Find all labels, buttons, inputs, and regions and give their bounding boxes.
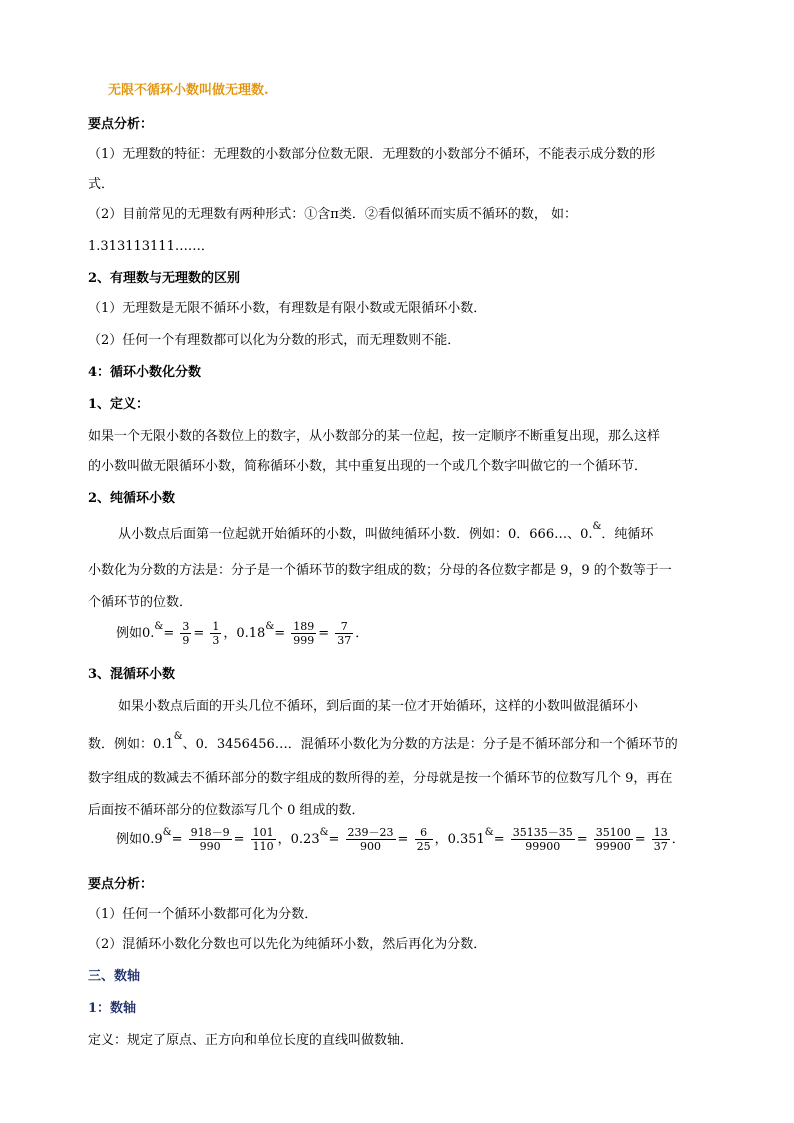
mixed-text-b-rest: 、0．3456456…．混循环小数化为分数的方法是：分子是不循环部分和一个循环节的 (182, 737, 678, 752)
pure-text-a-end: ．纯循环 (601, 527, 654, 542)
section2-item1: （1）无理数是无限不循环小数，有理数是有限小数或无限循环小数． (88, 301, 487, 316)
number-line-definition: 定义：规定了原点、正方向和单位长度的直线叫做数轴． (88, 1033, 414, 1048)
mixed-text-b-start: 数．例如：0.1 (88, 737, 174, 752)
pure-text-a-main: 从小数点后面第一位起就开始循环的小数，叫做纯循环小数．例如：0．666…、0. (118, 527, 593, 542)
mixed-repeating-text-c: 数字组成的数减去不循环部分的数字组成的数所得的差，分母就是按一个循环节的位数写几个 9，再在 (88, 771, 673, 786)
number-line-heading: 1：数轴 (88, 1001, 137, 1016)
fraction: $\frac{35135-35}{99900}$ (512, 826, 573, 853)
fraction: $\frac{13}{37}$ (653, 826, 668, 853)
pure-example-prefix: 例如0. (116, 626, 155, 641)
mixed-repeating-text-d: 后面按不循环部分的位数添写几个 0 组成的数． (88, 803, 365, 818)
fraction: $\frac{189}{999}$ (293, 620, 315, 647)
repeat-dot-mark: & (154, 621, 164, 632)
pure-example: 例如0.&= $\frac{3}{9}$ = $\frac{1}{3}$ ，0.18&= $\frac{189}{999}$ = $\frac{7}{37}$ ． (116, 620, 369, 647)
yaodian2-item2: （2）混循环小数化分数也可以先化为纯循环小数，然后再化为分数． (88, 937, 487, 952)
mixed-example-prefix: 例如0.9 (116, 832, 163, 847)
mixed-repeating-text-b (88, 731, 678, 755)
mixed-repeating-text-a: 如果小数点后面的开头几位不循环，到后面的某一位才开始循环，这样的小数叫做混循环小 (118, 699, 639, 714)
definition-heading: 1、定义： (88, 397, 150, 412)
mixed-repeating-heading: 3、混循环小数 (88, 667, 176, 682)
fraction: $\frac{7}{37}$ (337, 620, 352, 647)
yaodian2-heading: 要点分析： (88, 877, 154, 892)
pure-repeating-text-c: 个循环节的位数． (88, 595, 193, 610)
fraction: $\frac{1}{3}$ (212, 620, 220, 647)
repeat-dot-mark: & (162, 827, 172, 838)
fraction: $\frac{35100}{99900}$ (595, 826, 631, 853)
yaodian-item2-a: （2）目前常见的无理数有两种形式：①含π类．②看似循环而实质不循环的数， 如： (88, 207, 577, 222)
section4-heading: 4：循环小数化分数 (88, 365, 202, 380)
fraction: $\frac{6}{25}$ (416, 826, 431, 853)
repeat-dot-mark: & (319, 827, 329, 838)
yaodian-item1-b: 式． (88, 177, 115, 192)
pure-repeating-text-a (118, 521, 654, 545)
definition-text-a: 如果一个无限小数的各数位上的数字，从小数部分的某一位起，按一定顺序不断重复出现，那么这样 (88, 429, 661, 444)
fraction: $\frac{918-9}{990}$ (190, 826, 230, 853)
repeat-dot-mark: & (173, 731, 183, 742)
definition-text-b: 的小数叫做无限循环小数，简称循环小数，其中重复出现的一个或几个数字叫做它的一个循环节． (88, 459, 648, 474)
repeat-dot-mark: & (265, 621, 275, 632)
mixed-example-mid2: ，0.351 (434, 832, 485, 847)
section2-heading: 2、有理数与无理数的区别 (88, 271, 241, 286)
yaodian-item1-a: （1）无理数的特征：无理数的小数部分位数无限．无理数的小数部分不循环，不能表示成分数的形 (88, 147, 656, 162)
yaodian-heading: 要点分析： (88, 117, 154, 132)
section3-heading: 三、数轴 (88, 969, 141, 984)
repeat-dot-mark: & (484, 827, 494, 838)
fraction: $\frac{239-23}{900}$ (347, 826, 394, 853)
section2-item2: （2）任何一个有理数都可以化为分数的形式，而无理数则不能． (88, 333, 461, 348)
yaodian2-item1: （1）任何一个循环小数都可化为分数． (88, 907, 318, 922)
pure-repeating-text-b: 小数化为分数的方法是：分子是一个循环节的数字组成的数；分母的各位数字都是 9，9 的个数等于一 (88, 563, 672, 578)
fraction: $\frac{101}{110}$ (252, 826, 274, 853)
pure-example-mid: ，0.18 (223, 626, 266, 641)
pure-repeating-heading: 2、纯循环小数 (88, 491, 176, 506)
mixed-example-mid1: ，0.23 (277, 832, 320, 847)
title-line: 无限不循环小数叫做无理数. (108, 83, 269, 98)
yaodian-item2-b: 1.313113111……． (88, 239, 214, 254)
mixed-example: 例如0.9&= $\frac{918-9}{990}$ = $\frac{101}{110}$ ，0.23&= $\frac{239-23}{900}$ = $\frac{6}{25}$ ，0.351&= $\frac{35135-35}{99900}$ = $\frac{35100}{99900}$ = $\frac{13}{37}$ ． (116, 826, 685, 853)
fraction: $\frac{3}{9}$ (182, 620, 190, 647)
repeat-dot-mark: & (592, 521, 602, 532)
